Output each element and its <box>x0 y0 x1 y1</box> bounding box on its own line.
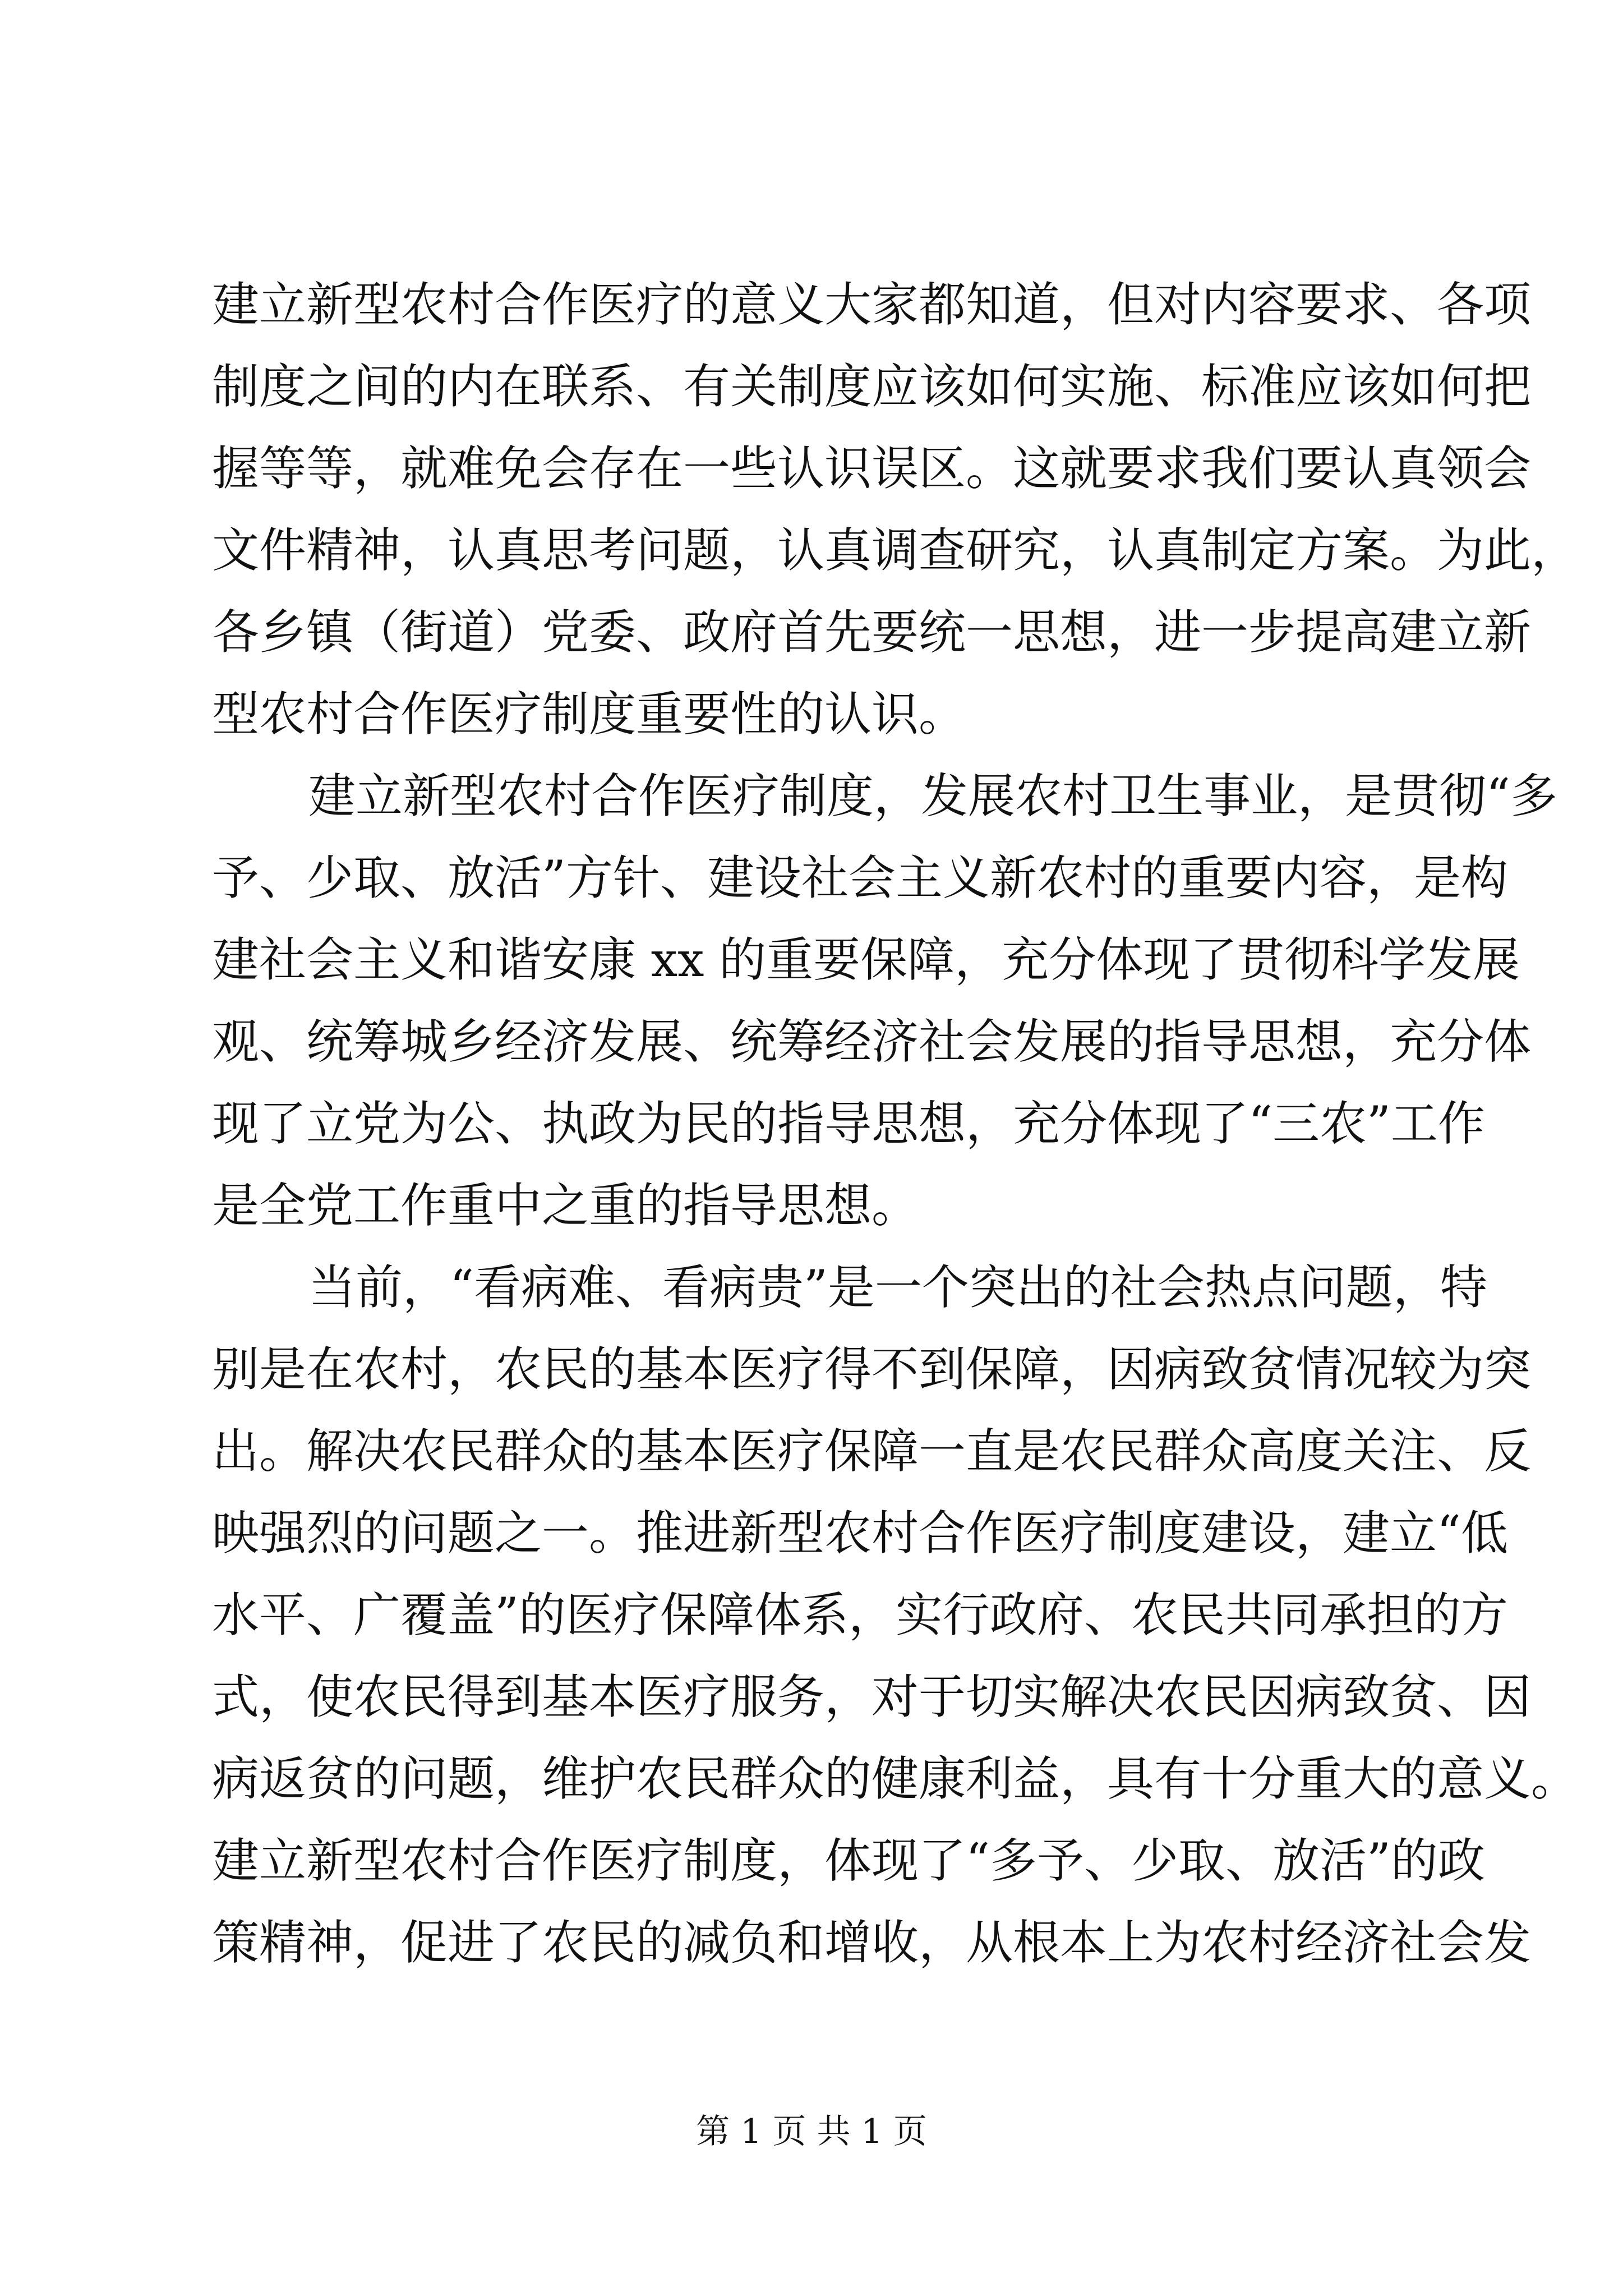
text-line: 建立新型农村合作医疗制度，体现了“多予、少取、放活”的政 <box>212 1833 1485 1888</box>
page-number-footer: 第 1 页 共 1 页 <box>696 2112 927 2151</box>
text-line: 策精神，促进了农民的减负和增收，从根本上为农村经济社会发 <box>212 1915 1532 1970</box>
text-line: 握等等，就难免会存在一些认识误区。这就要求我们要认真领会 <box>212 441 1532 496</box>
text-line: 别是在农村，农民的基本医疗得不到保障，因病致贫情况较为突 <box>212 1342 1532 1397</box>
text-line: 予、少取、放活”方针、建设社会主义新农村的重要内容，是构 <box>212 850 1508 905</box>
text-line: 映强烈的问题之一。推进新型农村合作医疗制度建设，建立“低 <box>212 1506 1508 1561</box>
text-line: 建社会主义和谐安康 xx 的重要保障，充分体现了贯彻科学发展 <box>212 932 1520 987</box>
text-line: 型农村合作医疗制度重要性的认识。 <box>212 687 966 742</box>
document-body <box>212 264 1579 1984</box>
text-line: 建立新型农村合作医疗的意义大家都知道，但对内容要求、各项 <box>212 277 1532 332</box>
paragraph-first-line: 建立新型农村合作医疗制度，发展农村卫生事业，是贯彻“多 <box>308 769 1557 823</box>
text-line: 式，使农民得到基本医疗服务，对于切实解决农民因病致贫、因 <box>212 1669 1532 1724</box>
paragraph-first-line: 当前，“看病难、看病贵”是一个突出的社会热点问题，特 <box>308 1260 1487 1315</box>
text-line: 观、统筹城乡经济发展、统筹经济社会发展的指导思想，充分体 <box>212 1014 1532 1069</box>
text-line: 水平、广覆盖”的医疗保障体系，实行政府、农民共同承担的方 <box>212 1588 1508 1642</box>
text-line: 各乡镇（街道）党委、政府首先要统一思想，进一步提高建立新 <box>212 605 1532 660</box>
text-line: 是全党工作重中之重的指导思想。 <box>212 1178 919 1233</box>
text-line: 现了立党为公、执政为民的指导思想，充分体现了“三农”工作 <box>212 1096 1485 1151</box>
text-line: 制度之间的内在联系、有关制度应该如何实施、标准应该如何把 <box>212 359 1532 414</box>
text-line: 病返贫的问题，维护农民群众的健康利益，具有十分重大的意义。 <box>212 1751 1579 1806</box>
text-line: 文件精神，认真思考问题，认真调查研究，认真制定方案。为此， <box>212 523 1579 578</box>
text-line: 出。解决农民群众的基本医疗保障一直是农民群众高度关注、反 <box>212 1424 1532 1479</box>
